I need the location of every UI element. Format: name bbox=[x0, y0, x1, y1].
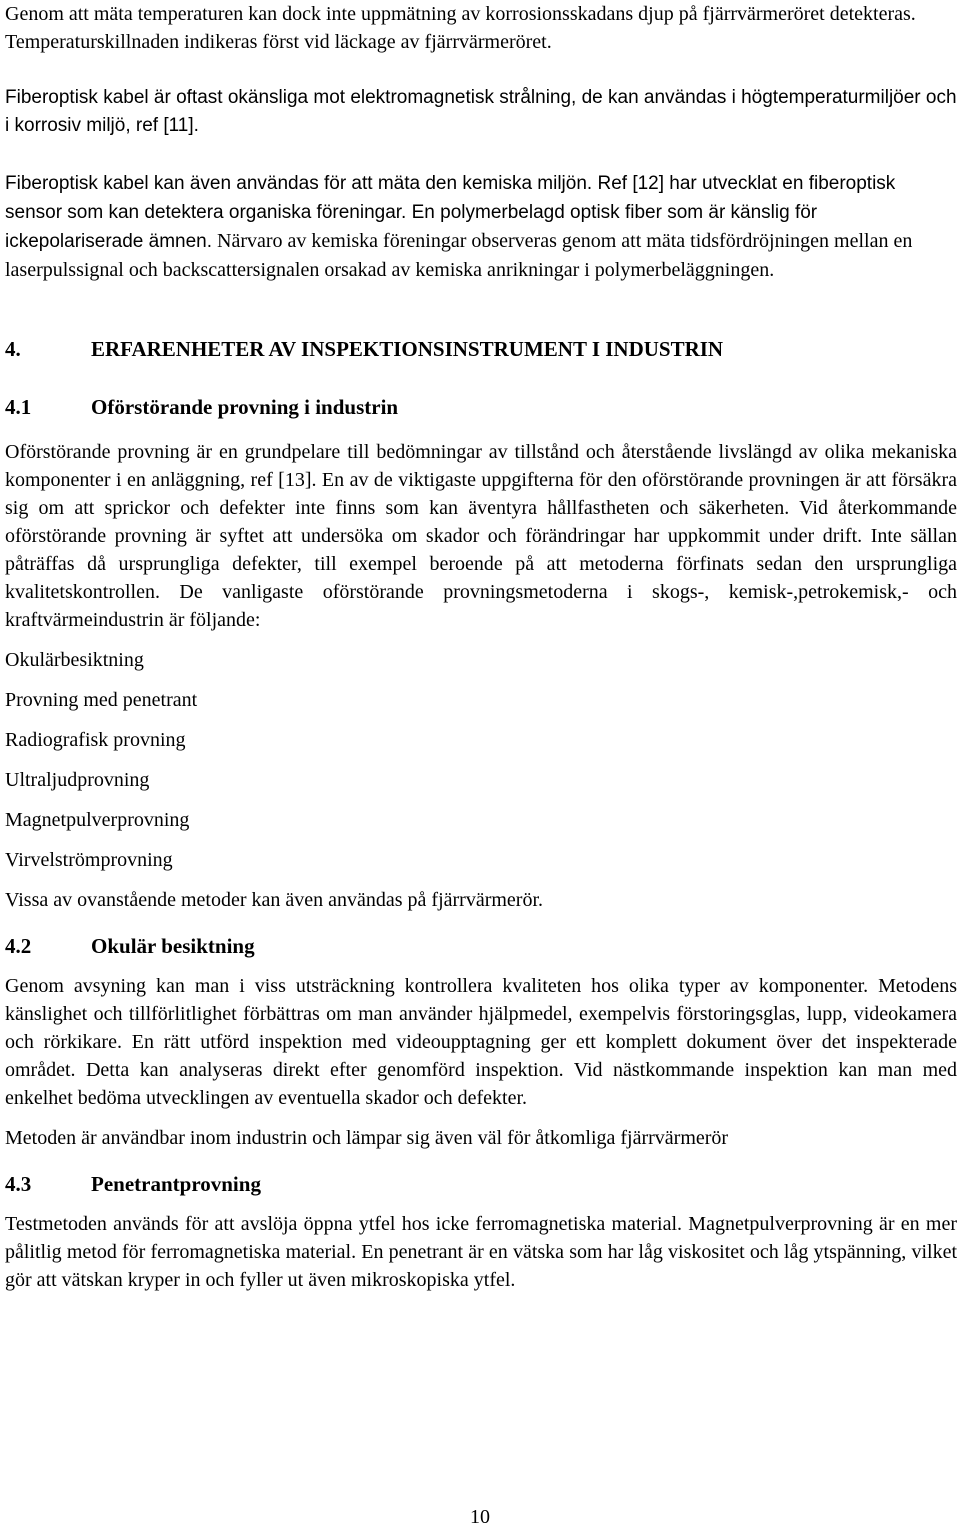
section-4-1-title: Oförstörande provning i industrin bbox=[91, 395, 399, 419]
section-4-number: 4. bbox=[5, 337, 21, 361]
method-item: Virvelströmprovning bbox=[5, 849, 173, 871]
section-4-3-title: Penetrantprovning bbox=[91, 1172, 261, 1196]
section-4-heading bbox=[5, 335, 957, 363]
method-item: Provning med penetrant bbox=[5, 689, 198, 711]
section-4-3-heading bbox=[5, 1170, 957, 1198]
section-4-2-title: Okulär besiktning bbox=[91, 934, 255, 958]
method-item: Ultraljudprovning bbox=[5, 769, 150, 791]
method-item: Magnetpulverprovning bbox=[5, 809, 190, 831]
page-number: 10 bbox=[470, 1506, 490, 1528]
section-4-1-number: 4.1 bbox=[5, 395, 32, 419]
intro-paragraph-3-serif: Närvaro av kemiska föreningar observeras genom att mäta tidsfördröjningen mellan en laserpulssignal och backscattersignalen orsakad av kemiska anrikningar i polymerbeläggningen. bbox=[5, 230, 913, 281]
document-page bbox=[5, 0, 957, 1294]
section-4-1-closing: Vissa av ovanstående metoder kan även användas på fjärrvärmerör. bbox=[5, 889, 544, 911]
section-4-1-heading bbox=[5, 393, 957, 421]
section-4-2-number: 4.2 bbox=[5, 934, 32, 958]
method-item: Radiografisk provning bbox=[5, 729, 186, 751]
section-4-title: ERFARENHETER AV INSPEKTIONSINSTRUMENT I INDUSTRIN bbox=[91, 337, 724, 361]
section-4-1-paragraph: Oförstörande provning är en grundpelare till bedömningar av tillstånd och återstående livslängd av olika mekaniska komponenter i en anläggning, ref [13]. En av de viktigaste uppgifterna för den oförstörande provningen är att försäkra sig om att sprickor och defekter inte finns som kan äventyra hållfastheten och säkerheten. Vid återkommande oförstörande provning är syftet att undersöka om skador och förändringar har uppkommit under drift. Inte sällan påträffas då ursprungliga defekter, till exempel beroende på att metoderna förfinats sedan den ursprungliga kvalitetskontrollen. De vanligaste oförstörande provningsmetoderna i skogs-, kemisk-,petrokemisk,- och kraftvärmeindustrin är följande: bbox=[5, 441, 957, 631]
intro-paragraph-1: Genom att mäta temperaturen kan dock inte uppmätning av korrosionsskadans djup på fjärrvärmeröret detekteras. Temperaturskillnaden indikeras först vid läckage av fjärrvärmeröret. bbox=[5, 3, 916, 53]
intro-paragraph-3-sans: Fiberoptisk kabel kan även användas för att mäta den kemiska miljön. Ref [12] har utvecklat en fiberoptisk sensor som kan detektera organiska föreningar. En polymerbelagd optisk fiber som är känslig för ickepolariserade ämnen. bbox=[5, 173, 896, 252]
intro-paragraph-2: Fiberoptisk kabel är oftast okänsliga mot elektromagnetisk strålning, de kan användas i högtemperaturmiljöer och i korrosiv miljö, ref [11]. bbox=[5, 87, 957, 136]
method-item: Okulärbesiktning bbox=[5, 649, 144, 671]
section-4-2-heading bbox=[5, 932, 957, 960]
section-4-3-number: 4.3 bbox=[5, 1172, 32, 1196]
section-4-2-paragraph: Genom avsyning kan man i viss utsträckning kontrollera kvaliteten hos olika typer av komponenter. Metodens känslighet och tillförlitlighet förbättras om man använder hjälpmedel, exempelvis förstoringsglas, lupp, videokamera och rörkikare. En rätt utförd inspektion med videoupptagning ger ett komplett dokument över det inspekterade området. Detta kan analyseras direkt efter genomförd inspektion. Vid nästkommande inspektion kan man med enkelhet bedöma utvecklingen av eventuella skador och defekter. bbox=[5, 975, 957, 1109]
section-4-3-paragraph: Testmetoden används för att avslöja öppna ytfel hos icke ferromagnetiska material. Magnetpulverprovning är en mer pålitlig metod för ferromagnetiska material. En penetrant är en vätska som har låg viskositet och låg ytspänning, vilket gör att vätskan kryper in och fyller ut även mikroskopiska ytfel. bbox=[5, 1213, 957, 1291]
intro-paragraph-3 bbox=[5, 169, 957, 284]
ndt-methods-list bbox=[5, 646, 957, 874]
section-4-2-paragraph-2: Metoden är användbar inom industrin och lämpar sig även väl för åtkomliga fjärrvärmerör bbox=[5, 1127, 729, 1149]
